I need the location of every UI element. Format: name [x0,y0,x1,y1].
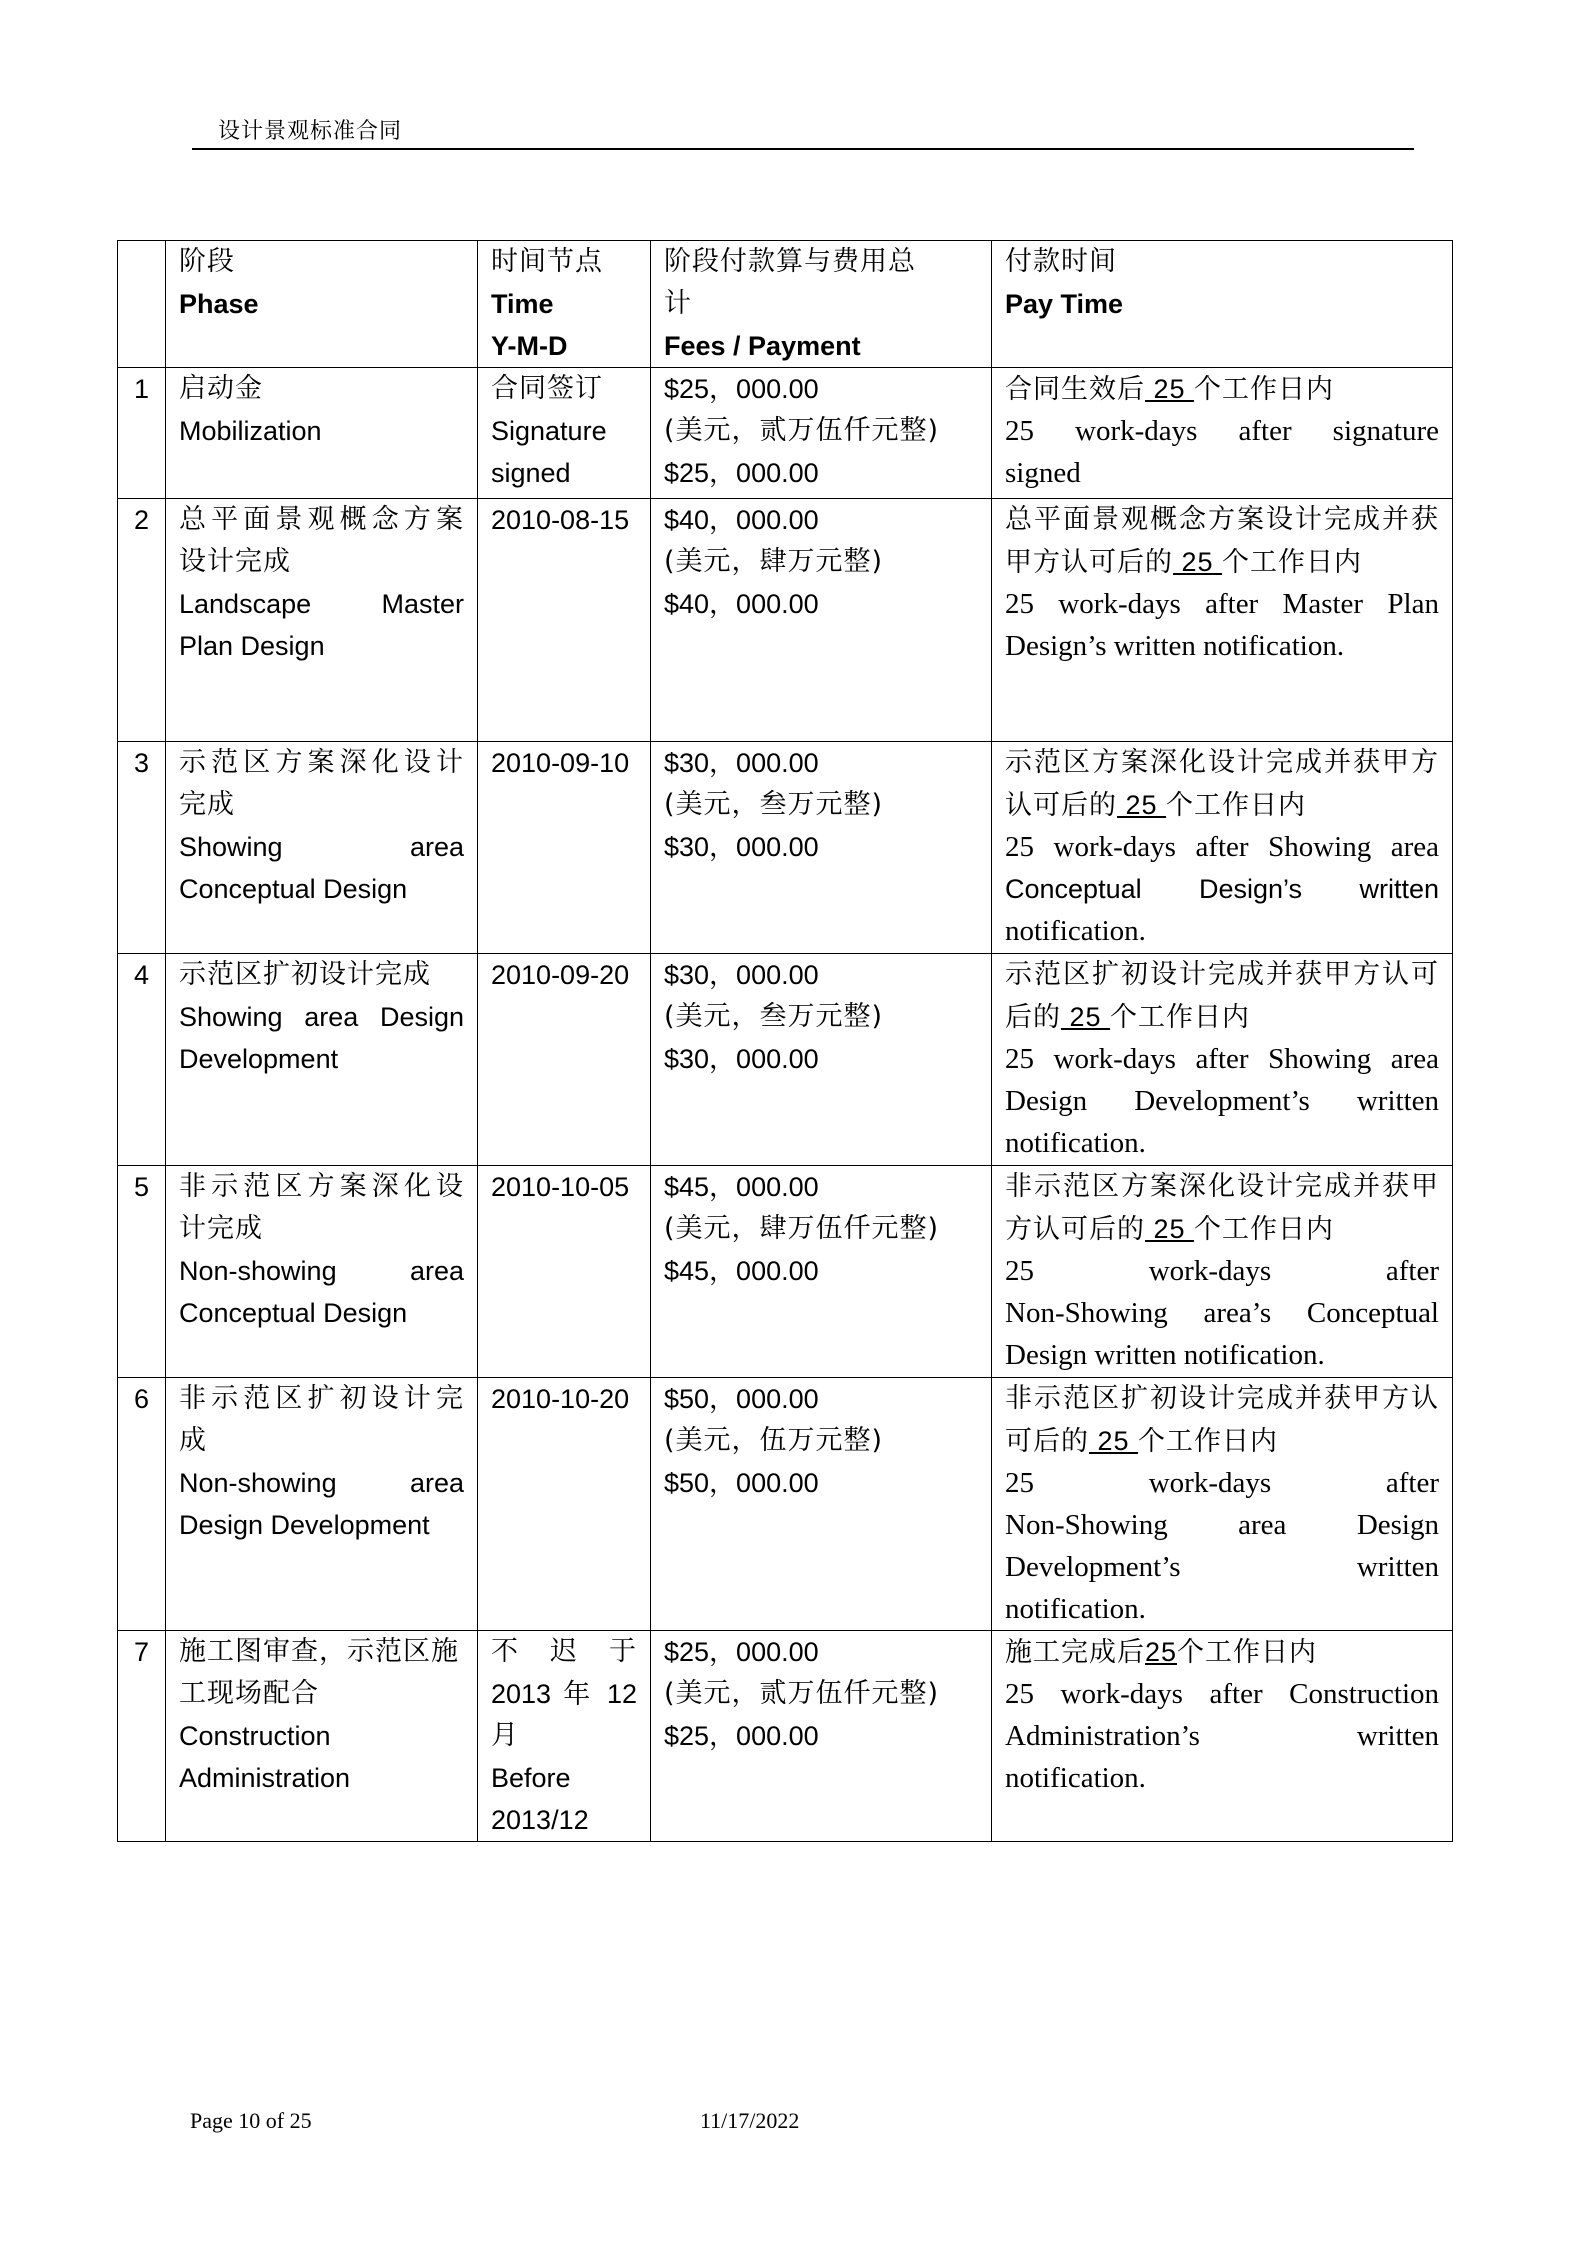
row-number: 3 [133,748,150,778]
phase-en: Mobilization [179,416,322,446]
time-line: 合同签订 [491,373,603,404]
phase-cell [166,1166,478,1378]
pay-en-line: Development’s written [1005,1551,1439,1583]
pay-en-line: notification. [1005,1593,1146,1625]
pay-cn-line [1005,996,1439,1038]
row-number: 6 [133,1384,150,1414]
phase-en: Showing area [179,832,464,862]
pay-cn-line [1005,541,1439,583]
row-number-cell [118,1631,166,1842]
pay-en-line: 25 work-days after Master Plan [1005,588,1439,620]
fee-amount: $30，000.00 [664,960,819,990]
pay-time-cell [992,499,1453,742]
phase-cn: 成 [179,1425,207,1456]
phase-en: Administration [179,1763,351,1793]
row-number: 5 [133,1172,150,1202]
phase-cell [166,954,478,1166]
fee-cell [651,1378,992,1631]
row-number-cell [118,1166,166,1378]
fee-amount: $30，000.00 [664,748,819,778]
pay-cn-post: 个工作日内 [1138,1426,1279,1457]
phase-cn: 施工图审查，示范区施 [179,1636,459,1667]
pay-en-line: 25 work-days after Showing area [1005,831,1439,863]
pay-days-field: 25 [1117,790,1167,820]
phase-cn: 非示范区方案深化设 [179,1171,464,1202]
pay-time-cell [992,1166,1453,1378]
time-line: Before [491,1763,571,1793]
pay-cn-post: 个工作日内 [1194,374,1335,405]
phase-cell [166,1378,478,1631]
pay-cn-line: 非示范区方案深化设计完成并获甲 [1005,1171,1439,1202]
pay-en-line: notification. [1005,915,1146,947]
pay-time-cell [992,368,1453,499]
row-number: 2 [133,505,150,535]
pay-cn-pre: 甲方认可后的 [1005,547,1173,578]
phase-cn: 非示范区扩初设计完 [179,1383,464,1414]
time-cell [478,742,651,954]
phase-cn: 工现场配合 [179,1678,319,1709]
phase-cell [166,1631,478,1842]
fee-amount: $25，000.00 [664,374,819,404]
fee-total: $25，000.00 [664,1721,819,1751]
time-cell [478,1631,651,1842]
footer-date: 11/17/2022 [700,2108,800,2133]
document-header-title: 设计景观标准合同 [218,119,403,144]
time-line: 2013/12 [491,1805,589,1835]
time-line: 2010-10-20 [491,1384,630,1414]
time-line: signed [491,458,571,488]
pay-cn-post: 个工作日内 [1110,1002,1251,1033]
pay-cn-pre: 施工完成后 [1005,1637,1145,1668]
time-line: 2010-09-20 [491,960,630,990]
fee-amount-cn: (美元，贰万伍仟元整) [664,1678,940,1709]
phase-cell [166,368,478,499]
time-cell [478,499,651,742]
fee-cell [651,742,992,954]
row-number-cell [118,742,166,954]
pay-en-line: notification. [1005,1762,1146,1794]
phase-cn: 设计完成 [179,546,291,577]
pay-en-line: notification. [1005,1127,1146,1159]
header-phase-cell [166,241,478,368]
pay-cn-line: 非示范区扩初设计完成并获甲方认 [1005,1383,1439,1414]
pay-days-field: 25 [1145,1637,1178,1667]
phase-en: Construction [179,1721,331,1751]
phase-en: Design Development [179,1510,430,1540]
fee-total: $40，000.00 [664,589,819,619]
header-rule [192,148,1414,150]
time-line: 2010-08-15 [491,505,630,535]
pay-cn-post: 个工作日内 [1177,1637,1318,1668]
pay-en-line: Design written notification. [1005,1339,1325,1371]
row-number: 7 [133,1637,150,1667]
pay-en-line: signed [1005,457,1081,489]
pay-en-line: Administration’s written [1005,1720,1439,1752]
fee-amount-cn: (美元，叁万元整) [664,789,884,820]
phase-en: Showing area Design [179,1002,464,1032]
pay-cn-line [1005,1631,1439,1673]
table-row [118,1631,1453,1842]
fee-cell [651,954,992,1166]
fee-amount: $25，000.00 [664,1637,819,1667]
header-fees-en: Fees / Payment [664,331,861,361]
header-time-format: Y-M-D [491,331,568,361]
pay-cn-post: 个工作日内 [1222,547,1363,578]
pay-time-cell [992,1631,1453,1842]
table-row [118,954,1453,1166]
table-row [118,1166,1453,1378]
table-row [118,499,1453,742]
fee-amount: $40，000.00 [664,505,819,535]
phase-cn: 示范区方案深化设计 [179,747,464,778]
pay-cn-line: 示范区方案深化设计完成并获甲方 [1005,747,1439,778]
fee-total: $25，000.00 [664,458,819,488]
table-header-row [118,241,1453,368]
time-line: 2010-10-05 [491,1172,630,1202]
pay-cn-line: 总平面景观概念方案设计完成并获 [1005,504,1439,535]
header-pay-en: Pay Time [1005,289,1124,319]
fee-amount-cn: (美元，贰万伍仟元整) [664,415,940,446]
payment-schedule-table [117,240,1453,1842]
pay-cn-pre: 可后的 [1005,1426,1089,1457]
fee-amount-cn: (美元，肆万伍仟元整) [664,1213,940,1244]
header-index-cell [118,241,166,368]
fee-amount: $45，000.00 [664,1172,819,1202]
pay-en-line: 25 work-days after signature [1005,415,1439,447]
phase-en: Development [179,1044,339,1074]
fee-amount-cn: (美元，肆万元整) [664,546,884,577]
pay-en-line: Design Development’s written [1005,1085,1439,1117]
fee-total: $50，000.00 [664,1468,819,1498]
table-row [118,368,1453,499]
phase-cn: 启动金 [179,373,263,404]
pay-en-line: Non-Showing area Design [1005,1509,1439,1541]
fee-amount: $50，000.00 [664,1384,819,1414]
header-time-en: Time [491,289,554,319]
phase-en: Conceptual Design [179,874,408,904]
header-time-cn: 时间节点 [491,246,603,277]
row-number-cell [118,1378,166,1631]
row-number-cell [118,368,166,499]
fee-cell [651,1166,992,1378]
pay-time-cell [992,954,1453,1166]
table-row [118,742,1453,954]
header-phase-en: Phase [179,289,259,319]
row-number-cell [118,954,166,1166]
fee-total: $45，000.00 [664,1256,819,1286]
pay-time-cell [992,742,1453,954]
pay-en-line: 25 work-days after [1005,1255,1439,1287]
phase-cn: 计完成 [179,1213,263,1244]
fee-cell [651,499,992,742]
pay-time-cell [992,1378,1453,1631]
header-phase-cn: 阶段 [179,246,235,277]
pay-days-field: 25 [1089,1426,1139,1456]
header-fees-cell [651,241,992,368]
pay-cn-line [1005,1420,1439,1462]
fee-total: $30，000.00 [664,1044,819,1074]
time-cell [478,368,651,499]
table-row [118,1378,1453,1631]
pay-en-line: Design’s written notification. [1005,630,1345,662]
fee-total: $30，000.00 [664,832,819,862]
header-pay-cell [992,241,1453,368]
phase-cn: 示范区扩初设计完成 [179,959,431,990]
pay-en-line: 25 work-days after [1005,1467,1439,1499]
phase-cn: 总平面景观概念方案 [179,504,464,535]
phase-en: Non-showing area [179,1256,464,1286]
phase-en: Conceptual Design [179,1298,408,1328]
phase-cell [166,742,478,954]
phase-en: Plan Design [179,631,325,661]
time-cell [478,1166,651,1378]
time-cell [478,954,651,1166]
header-time-cell [478,241,651,368]
fee-amount-cn: (美元，伍万元整) [664,1425,884,1456]
footer-page-number: Page 10 of 25 [190,2108,312,2133]
header-fees-cn-2: 计 [664,288,692,319]
phase-en: Landscape Master [179,589,464,619]
pay-cn-pre: 认可后的 [1005,790,1117,821]
pay-days-field: 25 [1061,1002,1111,1032]
pay-cn-line [1005,368,1439,410]
pay-cn-post: 个工作日内 [1194,1214,1335,1245]
time-line: Signature [491,416,607,446]
pay-cn-line [1005,784,1439,826]
pay-days-field: 25 [1145,1214,1195,1244]
pay-en-line: Non-Showing area’s Conceptual [1005,1297,1439,1329]
pay-cn-line: 示范区扩初设计完成并获甲方认可 [1005,959,1439,990]
phase-cn: 完成 [179,789,235,820]
time-line: 2010-09-10 [491,748,630,778]
pay-cn-pre: 合同生效后 [1005,374,1145,405]
fee-cell [651,368,992,499]
row-number-cell [118,499,166,742]
time-line: 月 [491,1720,519,1751]
time-line: 2013 年 12 [491,1679,637,1709]
header-pay-cn: 付款时间 [1005,246,1117,277]
pay-cn-pre: 后的 [1005,1002,1061,1033]
fee-cell [651,1631,992,1842]
row-number: 1 [133,374,150,404]
pay-en-line: 25 work-days after Showing area [1005,1043,1439,1075]
pay-en-line: 25 work-days after Construction [1005,1678,1439,1710]
phase-cell [166,499,478,742]
pay-en-line: Conceptual Design’s written [1005,874,1439,904]
pay-days-field: 25 [1145,374,1195,404]
pay-days-field: 25 [1173,547,1223,577]
fee-amount-cn: (美元，叁万元整) [664,1001,884,1032]
pay-cn-line [1005,1208,1439,1250]
time-cell [478,1378,651,1631]
phase-en: Non-showing area [179,1468,464,1498]
header-fees-cn-1: 阶段付款算与费用总 [664,246,916,277]
time-line: 不 迟 于 [491,1636,637,1667]
pay-cn-pre: 方认可后的 [1005,1214,1145,1245]
row-number: 4 [133,960,150,990]
pay-cn-post: 个工作日内 [1166,790,1307,821]
